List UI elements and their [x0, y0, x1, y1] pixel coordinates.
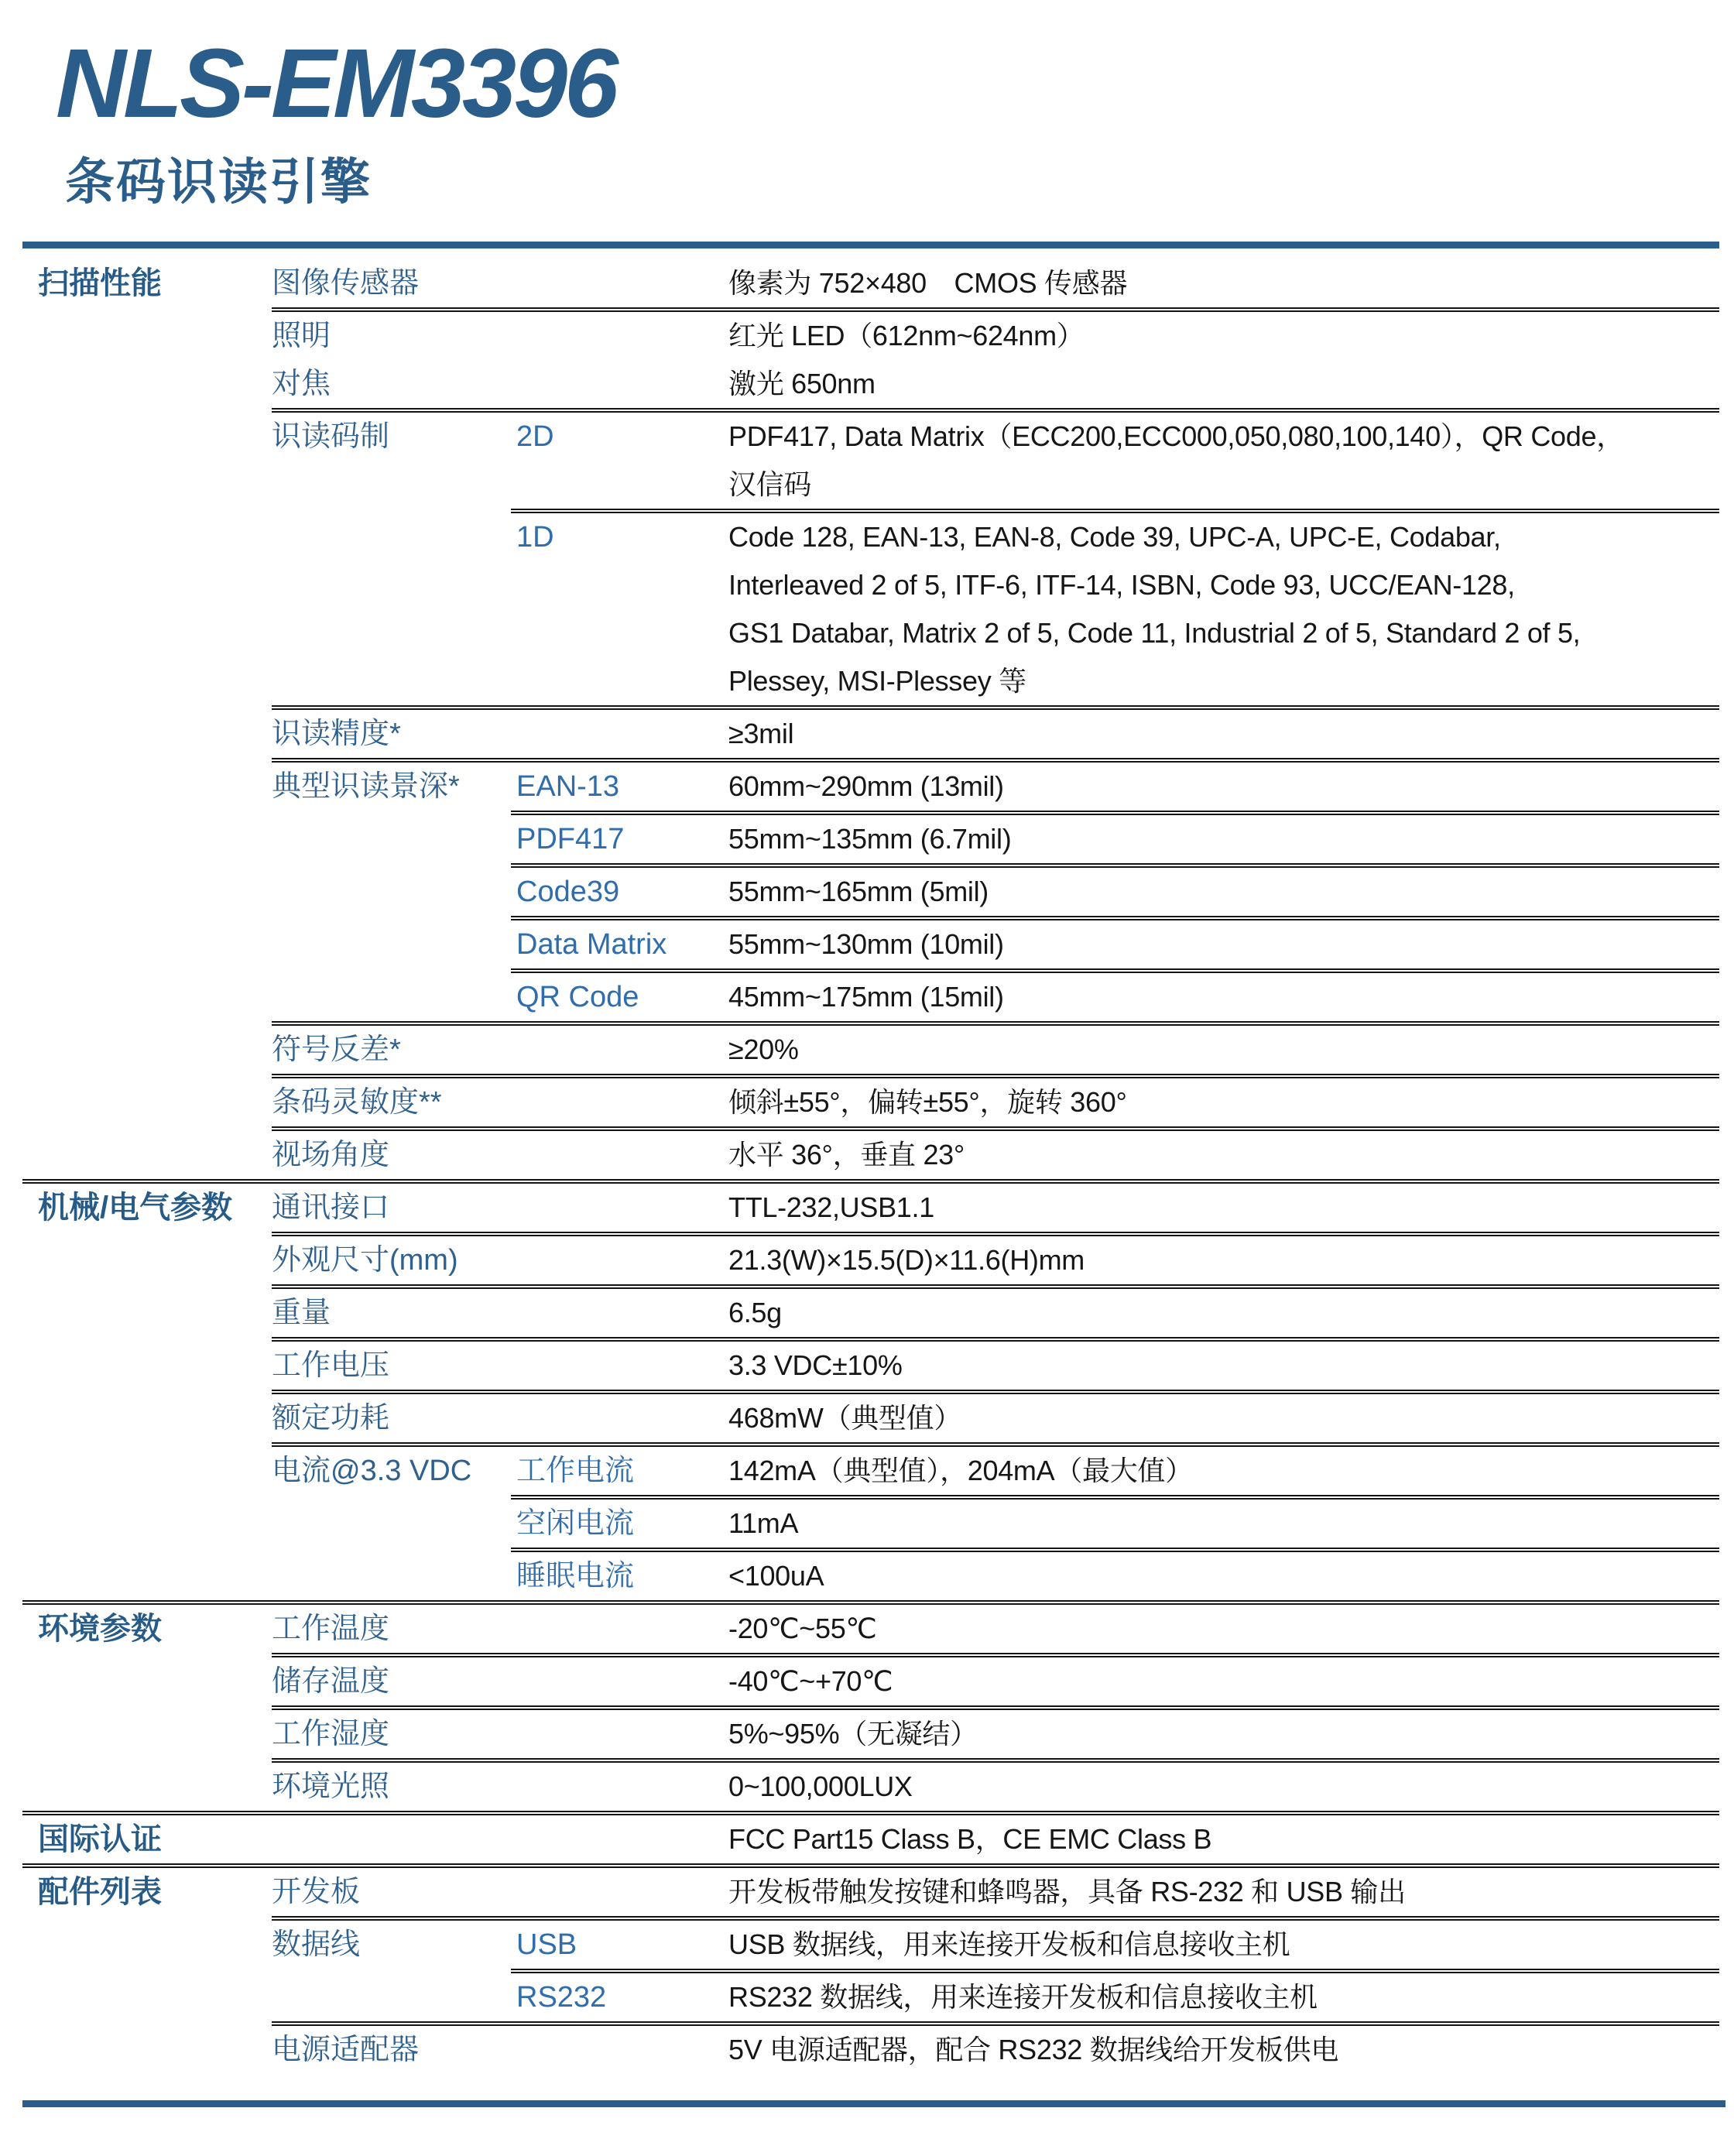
sub-label	[511, 249, 728, 312]
param-label: 电源适配器	[272, 2034, 420, 2067]
spec-row	[22, 312, 1719, 360]
sub-label: 空闲电流	[511, 1500, 728, 1552]
value-line: 5V 电源适配器，配合 RS232 数据线给开发板供电	[728, 2034, 1339, 2066]
param-label	[272, 513, 511, 710]
sub-label: 工作电流	[511, 1447, 728, 1500]
sub-label	[511, 710, 728, 763]
page-title: NLS-EM3396	[56, 29, 616, 138]
value-line: 11mA	[728, 1507, 799, 1540]
spec-row	[22, 1236, 1719, 1289]
value-line: 0~100,000LUX	[728, 1770, 913, 1803]
category-label: 扫描性能	[38, 266, 162, 301]
spec-row	[22, 1500, 1719, 1552]
sub-label: Data Matrix	[511, 920, 728, 973]
param-label	[272, 920, 511, 973]
sub-label: 睡眠电流	[516, 1560, 635, 1593]
sub-label	[511, 1657, 728, 1710]
spec-section	[22, 249, 1719, 1184]
page-subtitle: 条码识读引擎	[65, 153, 372, 210]
value-line: PDF417, Data Matrix（ECC200,ECC000,050,080,100,140），QR Code，	[728, 420, 1624, 453]
value-line: 3.3 VDC±10%	[728, 1349, 903, 1382]
value-line: 21.3(W)×15.5(D)×11.6(H)mm	[728, 1244, 1085, 1277]
param-label: 符号反差*	[272, 1026, 511, 1078]
sub-label	[511, 1236, 728, 1289]
category-label	[22, 360, 272, 413]
sub-label	[511, 312, 728, 360]
spec-row	[22, 1868, 1719, 1921]
spec-row	[22, 249, 1719, 312]
sub-label	[511, 1605, 728, 1657]
value-text	[728, 1078, 1719, 1131]
value-text	[728, 312, 1719, 360]
param-label	[272, 1500, 511, 1552]
param-label	[272, 815, 511, 868]
param-label: 储存温度	[272, 1657, 511, 1710]
category-label	[22, 710, 272, 763]
category-label	[22, 815, 272, 868]
spec-row	[22, 2026, 1719, 2074]
category-label	[22, 312, 272, 360]
value-text	[728, 1236, 1719, 1289]
category-label	[22, 1447, 272, 1500]
value-line: ≥20%	[728, 1033, 799, 1066]
spec-row	[22, 1394, 1719, 1447]
param-label: 工作电压	[272, 1342, 511, 1394]
category-label	[22, 763, 272, 815]
value-line: 45mm~175mm (15mil)	[728, 981, 1004, 1013]
param-label: 重量	[272, 1289, 511, 1342]
category-label: 环境参数	[38, 1612, 162, 1647]
spec-section	[22, 1868, 1719, 2074]
value-text	[728, 1763, 1719, 1811]
sub-label: Code39	[511, 868, 728, 920]
value-line: RS232 数据线，用来连接开发板和信息接收主机	[728, 1981, 1318, 2014]
category-label	[22, 1394, 272, 1447]
sub-label	[511, 1868, 728, 1921]
sub-label: 1D	[511, 513, 728, 710]
category-label	[22, 920, 272, 973]
param-label: 额定功耗	[272, 1394, 511, 1447]
param-label: 对焦	[272, 360, 511, 413]
spec-row	[22, 1342, 1719, 1394]
value-line: 55mm~135mm (6.7mil)	[728, 823, 1012, 855]
value-line: -20℃~55℃	[728, 1613, 877, 1645]
param-label: 识读精度*	[272, 710, 511, 763]
param-label: 环境光照	[272, 1770, 390, 1804]
spec-row	[22, 1447, 1719, 1500]
spec-row	[22, 815, 1719, 868]
spec-row	[22, 513, 1719, 710]
value-text	[728, 1342, 1719, 1394]
value-text	[728, 1815, 1719, 1863]
value-text	[728, 1973, 1719, 2026]
value-line: 汉信码	[728, 468, 812, 501]
category-label	[22, 1763, 272, 1811]
value-text	[728, 1394, 1719, 1447]
sub-label	[511, 2026, 728, 2074]
spec-row	[22, 1184, 1719, 1236]
value-text	[728, 513, 1719, 710]
value-text	[728, 360, 1719, 413]
param-label	[272, 868, 511, 920]
param-label	[272, 1552, 511, 1600]
category-label	[22, 1078, 272, 1131]
sub-label: USB	[511, 1921, 728, 1973]
category-label	[22, 1131, 272, 1179]
sub-label	[511, 1184, 728, 1236]
spec-row	[22, 1815, 1719, 1868]
category-label	[22, 513, 272, 710]
value-line: Plessey, MSI-Plessey 等	[728, 665, 1026, 698]
param-label: 电流@3.3 VDC	[272, 1455, 472, 1488]
spec-row	[22, 868, 1719, 920]
value-text	[728, 1552, 1719, 1600]
category-label	[22, 1973, 272, 2026]
category-label	[22, 868, 272, 920]
sub-label	[511, 360, 728, 413]
value-line: 红光 LED（612nm~624nm）	[728, 320, 1085, 352]
param-label	[272, 973, 511, 1026]
spec-row	[22, 1763, 1719, 1815]
category-label: 机械/电气参数	[38, 1191, 233, 1225]
sub-label	[511, 1026, 728, 1078]
param-label: 外观尺寸(mm)	[272, 1236, 511, 1289]
value-line: GS1 Databar, Matrix 2 of 5, Code 11, Industrial 2 of 5, Standard 2 of 5,	[728, 617, 1581, 650]
sub-label	[511, 1815, 728, 1863]
value-text	[728, 413, 1719, 513]
spec-row	[22, 920, 1719, 973]
sub-label	[511, 1394, 728, 1447]
value-line: 开发板带触发按键和蜂鸣器，具备 RS-232 和 USB 输出	[728, 1876, 1406, 1908]
value-line: -40℃~+70℃	[728, 1665, 893, 1698]
spec-row	[22, 763, 1719, 815]
param-label: 数据线	[272, 1928, 361, 1962]
value-line: 55mm~130mm (10mil)	[728, 928, 1004, 961]
sub-label: RS232	[511, 1973, 728, 2026]
value-line: 激光 650nm	[728, 368, 876, 400]
value-text	[728, 920, 1719, 973]
value-text	[728, 1447, 1719, 1500]
category-label	[22, 1657, 272, 1710]
param-label: 开发板	[272, 1868, 511, 1921]
value-text	[728, 1026, 1719, 1078]
sub-label: 2D	[511, 413, 728, 513]
param-label: 照明	[272, 320, 331, 353]
value-text	[728, 2026, 1719, 2074]
value-line: 6.5g	[728, 1297, 782, 1329]
value-line: Code 128, EAN-13, EAN-8, Code 39, UPC-A, UPC-E, Codabar,	[728, 521, 1501, 554]
param-label: 视场角度	[272, 1139, 390, 1172]
spec-section	[22, 1184, 1719, 1605]
value-text	[728, 815, 1719, 868]
spec-row	[22, 413, 1719, 513]
category-label	[22, 413, 272, 513]
value-line: 142mA（典型值），204mA（最大值）	[728, 1455, 1193, 1487]
category-label: 配件列表	[38, 1875, 162, 1910]
spec-row	[22, 1657, 1719, 1710]
category-label	[22, 1236, 272, 1289]
sub-label	[511, 1763, 728, 1811]
sub-label	[511, 1289, 728, 1342]
value-line: 55mm~165mm (5mil)	[728, 876, 989, 908]
param-label	[272, 1973, 511, 2026]
bottom-rule	[22, 2100, 1725, 2107]
sub-label	[511, 1342, 728, 1394]
value-line: <100uA	[728, 1560, 824, 1592]
param-label: 工作温度	[272, 1605, 511, 1657]
sub-label: PDF417	[511, 815, 728, 868]
param-label: 图像传感器	[272, 249, 511, 312]
spec-row	[22, 1131, 1719, 1184]
value-line: 倾斜±55°，偏转±55°，旋转 360°	[728, 1086, 1127, 1119]
top-rule	[22, 242, 1719, 249]
param-label: 条码灵敏度**	[272, 1078, 511, 1131]
category-label: 国际认证	[38, 1822, 162, 1857]
value-text	[728, 1500, 1719, 1552]
category-label	[22, 1289, 272, 1342]
sub-label: EAN-13	[511, 763, 728, 815]
sub-label: QR Code	[511, 973, 728, 1026]
value-line: USB 数据线，用来连接开发板和信息接收主机	[728, 1928, 1290, 1961]
value-text	[728, 1921, 1719, 1973]
spec-row	[22, 973, 1719, 1026]
spec-row	[22, 1078, 1719, 1131]
param-label: 识读码制	[272, 420, 390, 454]
value-line: FCC Part15 Class B，CE EMC Class B	[728, 1823, 1212, 1856]
value-text	[728, 710, 1719, 763]
param-label	[272, 1815, 511, 1863]
sub-label	[511, 1078, 728, 1131]
spec-row	[22, 1710, 1719, 1763]
value-text	[728, 1184, 1719, 1236]
sub-label	[511, 1710, 728, 1763]
spec-row	[22, 1605, 1719, 1657]
value-line: ≥3mil	[728, 718, 794, 750]
spec-row	[22, 1921, 1719, 1973]
spec-row	[22, 1026, 1719, 1078]
category-label	[22, 1552, 272, 1600]
value-line: 60mm~290mm (13mil)	[728, 770, 1004, 803]
param-label: 通讯接口	[272, 1184, 511, 1236]
value-text	[728, 1657, 1719, 1710]
value-text	[728, 1710, 1719, 1763]
value-text	[728, 1605, 1719, 1657]
value-text	[728, 1289, 1719, 1342]
spec-section	[22, 1815, 1719, 1868]
sub-label	[511, 1131, 728, 1179]
value-line: 像素为 752×480 CMOS 传感器	[728, 267, 1128, 300]
value-line: 5%~95%（无凝结）	[728, 1718, 978, 1750]
spec-table	[22, 249, 1719, 2074]
spec-row	[22, 710, 1719, 763]
category-label	[22, 973, 272, 1026]
category-label	[22, 1921, 272, 1973]
category-label	[22, 1342, 272, 1394]
category-label	[22, 1026, 272, 1078]
value-text	[728, 1868, 1719, 1921]
value-line: 468mW（典型值）	[728, 1402, 962, 1434]
spec-row	[22, 1289, 1719, 1342]
spec-row	[22, 1552, 1719, 1605]
category-label	[22, 1500, 272, 1552]
spec-row	[22, 360, 1719, 413]
category-label	[22, 1710, 272, 1763]
value-line: Interleaved 2 of 5, ITF-6, ITF-14, ISBN, Code 93, UCC/EAN-128,	[728, 569, 1515, 602]
value-text	[728, 973, 1719, 1026]
value-line: TTL-232,USB1.1	[728, 1191, 934, 1224]
param-label: 典型识读景深*	[272, 770, 460, 804]
param-label: 工作湿度	[272, 1710, 511, 1763]
value-text	[728, 868, 1719, 920]
value-text	[728, 249, 1719, 312]
spec-section	[22, 1605, 1719, 1815]
spec-row	[22, 1973, 1719, 2026]
category-label	[22, 2026, 272, 2074]
value-text	[728, 763, 1719, 815]
value-line: 水平 36°，垂直 23°	[728, 1139, 965, 1171]
value-text	[728, 1131, 1719, 1179]
